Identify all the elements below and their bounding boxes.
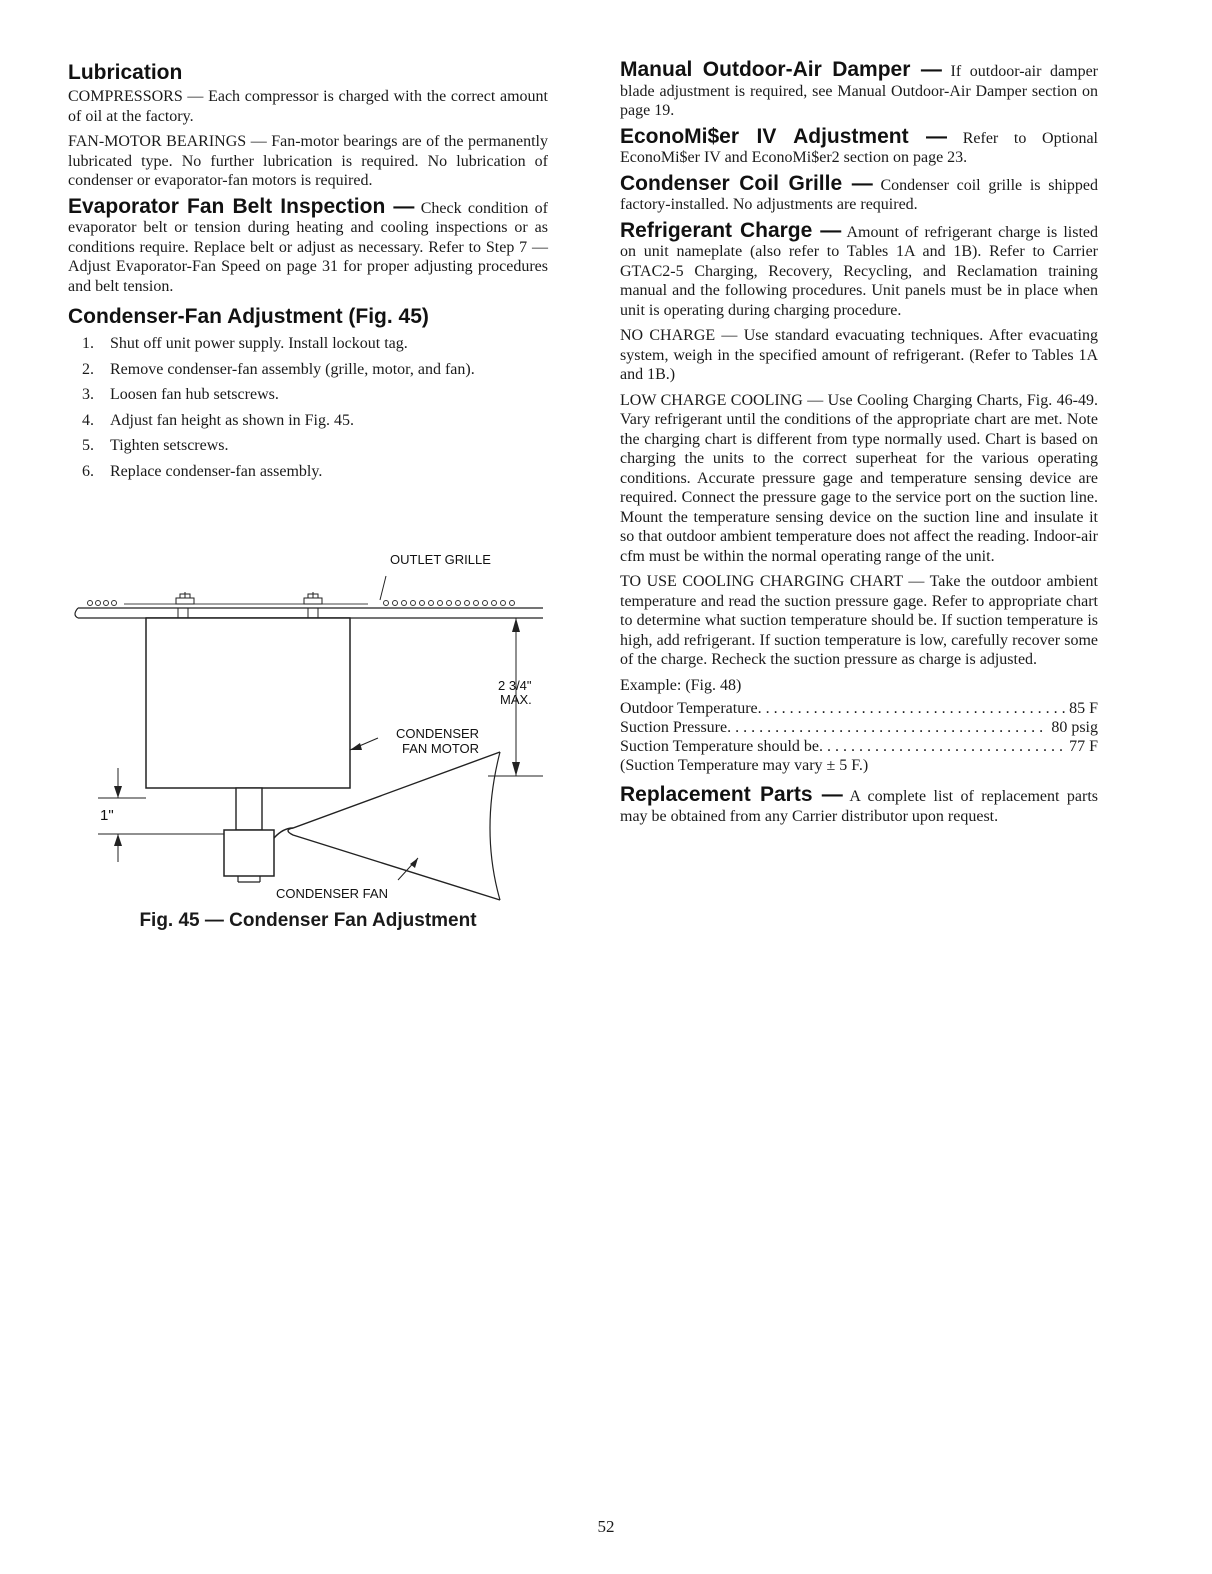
- example-list: [620, 699, 1098, 775]
- low-charge-paragraph: LOW CHARGE COOLING — Use Cooling Charging Charts, Fig. 46-49. Vary refrigerant until the conditions of the appropriate chart are met. Note the charging chart is different from type normally used. Chart is based on charging the units to the correct superheat for the various operating conditions. Accurate pressure gage and temperature sensing device are required. Connect the pressure gage to the service port on the suction line. Mount the temperature sensing device on the suction line and insulate it so that outdoor ambient temperature does not affect the reading. Indoor-air cfm must be within the normal operating range of the unit.: [620, 391, 1098, 565]
- condenser-fan-steps: [68, 334, 548, 481]
- refrigerant-heading: Refrigerant Charge —: [620, 218, 842, 242]
- figure-caption: Fig. 45 — Condenser Fan Adjustment: [139, 910, 477, 931]
- fan-motor-bearings-paragraph: FAN-MOTOR BEARINGS — Fan-motor bearings are of the permanently lubricated type. No further lubrication is required. No lubrication of condenser or evaporator-fan motors is required.: [68, 133, 548, 189]
- refrigerant-paragraph: [620, 218, 1098, 321]
- motor-label-b: FAN MOTOR: [402, 741, 480, 756]
- step-item: 2. Remove condenser-fan assembly (grille, motor, and fan).: [82, 360, 475, 378]
- condenser-fan-figure: [68, 540, 548, 910]
- outlet-grille-label: OUTLET GRILLE: [390, 552, 491, 567]
- example-row: Outdoor Temperature . . . 85 F: [620, 699, 1098, 718]
- grille-heading: Condenser Coil Grille —: [620, 171, 873, 195]
- belt-inspection-body: Check condition of evaporator belt or tension during heating and cooling inspections or as conditions require. Replace belt or adjust as necessary. Refer to Step 7 — Adjust Evaporator-Fan Speed on page 31 for proper adjusting procedures and belt tension.: [68, 199, 548, 295]
- damper-paragraph: [620, 60, 1098, 121]
- one-inch-label: 1": [100, 807, 114, 824]
- grille-body: Condenser coil grille is shipped factory-installed. No adjustments are required.: [620, 176, 1099, 213]
- example-row: Suction Pressure . . . 80 psig: [620, 718, 1098, 737]
- fan-motor-body: [146, 618, 350, 788]
- one-inch-arrow-top: [114, 786, 122, 798]
- one-inch-arrow-bottom: [114, 834, 122, 846]
- dimension-max-label-a: 2 3/4": [498, 678, 532, 693]
- example-label: Example: (Fig. 48): [620, 676, 742, 694]
- belt-inspection-paragraph: [68, 194, 548, 297]
- max-dimension-arrow-top: [512, 618, 520, 632]
- step-item: 1. Shut off unit power supply. Install lockout tag.: [82, 335, 408, 352]
- grille-holes-left: [88, 601, 117, 606]
- fan-hub: [224, 830, 274, 876]
- economiser-heading: EconoMi$er IV Adjustment —: [620, 124, 948, 148]
- parts-heading: Replacement Parts —: [620, 783, 843, 806]
- compressors-paragraph: COMPRESSORS — Each compressor is charged with the correct amount of oil at the factory.: [68, 88, 548, 125]
- grille-holes-right: [384, 601, 515, 606]
- dimension-max-label-b: MAX.: [500, 692, 532, 707]
- example-row: Suction Temperature should be . . . 77 F: [620, 737, 1098, 756]
- belt-inspection-heading: Evaporator Fan Belt Inspection —: [68, 194, 415, 218]
- parts-body: A complete list of replacement parts may be obtained from any Carrier distributor upon request.: [620, 788, 1099, 825]
- step-item: 3. Loosen fan hub setscrews.: [82, 386, 279, 403]
- refrigerant-body: Amount of refrigerant charge is listed on unit nameplate (also refer to Tables 1A and 1B). Refer to Carrier GTAC2-5 Charging, Recovery, Recycling, and Reclamation training manual and the following procedures. Unit panels must be in place when unit is operating during charging procedure.: [620, 223, 1098, 319]
- condenser-fan-label: CONDENSER FAN: [276, 886, 388, 901]
- grille-paragraph: [620, 171, 1099, 215]
- damper-heading: Manual Outdoor-Air Damper —: [620, 58, 942, 81]
- example-note: (Suction Temperature may vary ± 5 F.): [620, 757, 869, 774]
- parts-paragraph: [620, 785, 1098, 826]
- motor-label-a: CONDENSER: [396, 726, 480, 741]
- lubrication-heading: Lubrication: [68, 61, 183, 84]
- left-column: [68, 60, 548, 487]
- grille-left-edge: [75, 608, 78, 618]
- condenser-fan-diagram: [68, 540, 548, 910]
- bolt-left: [176, 592, 194, 604]
- right-column: [620, 60, 1098, 832]
- outlet-grille-leader: [380, 576, 386, 600]
- step-item: 4. Adjust fan height as shown in Fig. 45.: [82, 411, 354, 429]
- fan-blade-tip: [490, 752, 500, 900]
- economiser-paragraph: [620, 124, 1098, 168]
- page-number: 52: [597, 1517, 615, 1536]
- max-dimension-arrow-bottom: [512, 762, 520, 776]
- no-charge-paragraph: NO CHARGE — Use standard evacuating techniques. After evacuating system, weigh in the specified amount of refrigerant. (Refer to Tables 1A and 1B.): [620, 327, 1098, 383]
- step-item: 5. Tighten setscrews.: [82, 437, 229, 454]
- step-item: 6. Replace condenser-fan assembly.: [82, 462, 323, 480]
- bolt-right: [304, 592, 322, 604]
- economiser-body: Refer to Optional EconoMi$er IV and EconoMi$er2 section on page 23.: [620, 129, 1098, 166]
- condenser-fan-adjustment-heading: Condenser-Fan Adjustment (Fig. 45): [68, 305, 429, 328]
- damper-body: If outdoor-air damper blade adjustment is required, see Manual Outdoor-Air Damper section on page 19.: [620, 63, 1098, 119]
- motor-shaft: [236, 788, 262, 830]
- to-use-paragraph: TO USE COOLING CHARGING CHART — Take the outdoor ambient temperature and read the suction pressure gage. Refer to appropriate chart to determine what suction temperature should be. If suction temperature is high, add refrigerant. If suction temperature is low, carefully recover some of the charge. Recheck the suction pressure as charge is adjusted.: [620, 573, 1098, 668]
